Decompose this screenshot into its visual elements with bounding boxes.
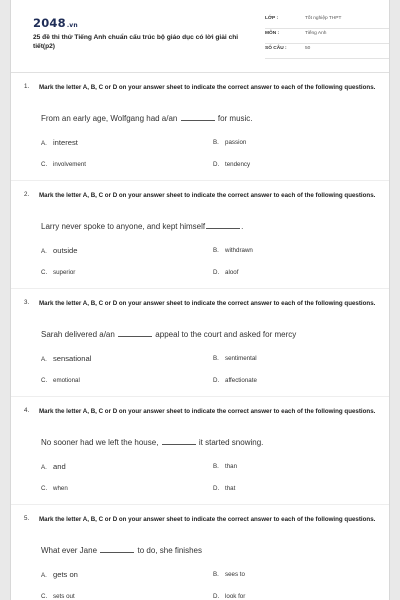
- option-letter: D.: [213, 593, 220, 600]
- question-stem: [41, 546, 202, 555]
- question-stem: [41, 438, 263, 447]
- option-text: tendency: [225, 161, 251, 168]
- option-letter: D.: [213, 269, 220, 276]
- option-letter: A.: [41, 140, 47, 147]
- option-text: when: [53, 485, 68, 492]
- answer-blank: [181, 114, 215, 121]
- option-letter: D.: [213, 377, 220, 384]
- option-letter: C.: [41, 593, 48, 600]
- option-b[interactable]: [213, 139, 246, 146]
- option-a[interactable]: [41, 246, 78, 255]
- option-a[interactable]: [41, 570, 78, 579]
- option-b[interactable]: [213, 247, 253, 254]
- logo-main: 2048: [33, 16, 66, 30]
- stem-after: it started snowing.: [198, 438, 264, 447]
- question-2: [11, 181, 390, 289]
- option-text: superior: [53, 269, 76, 276]
- option-d[interactable]: [213, 593, 245, 600]
- option-text: and: [53, 462, 66, 471]
- option-letter: A.: [41, 356, 47, 363]
- meta-row-class: [265, 14, 390, 29]
- option-c[interactable]: [41, 593, 75, 600]
- option-letter: A.: [41, 464, 47, 471]
- question-5: [11, 505, 390, 600]
- question-number: 5.: [24, 515, 30, 522]
- stem-after: for music.: [217, 114, 253, 123]
- meta-value: Tiếng Anh: [305, 31, 327, 36]
- stem-after: appeal to the court and asked for mercy: [155, 330, 297, 339]
- option-letter: C.: [41, 269, 48, 276]
- question-stem: [41, 330, 296, 339]
- stem-before: Sarah delivered a/an: [41, 330, 115, 339]
- option-text: affectionate: [225, 377, 257, 384]
- meta-value: Tốt nghiệp THPT: [305, 16, 342, 21]
- stem-after: .: [241, 222, 244, 231]
- option-b[interactable]: [213, 355, 257, 362]
- meta-key: LỚP :: [265, 16, 279, 21]
- meta-row-count: [265, 44, 390, 59]
- question-instruction: Mark the letter A, B, C or D on your answer sheet to indicate the correct answer to each of the following questions.: [39, 516, 376, 523]
- page-header: [19, 0, 383, 66]
- answer-blank: [118, 330, 152, 337]
- option-a[interactable]: [41, 462, 66, 471]
- meta-key: MÔN :: [265, 31, 280, 36]
- option-text: sees to: [225, 571, 245, 578]
- question-1: [11, 73, 390, 181]
- question-stem: [41, 222, 243, 231]
- option-letter: A.: [41, 572, 47, 579]
- option-letter: B.: [213, 247, 219, 254]
- option-text: outside: [53, 246, 78, 255]
- stem-before: Larry never spoke to anyone, and kept himself: [41, 222, 206, 231]
- option-text: aloof: [225, 269, 239, 276]
- option-text: withdrawn: [225, 247, 253, 254]
- question-instruction: Mark the letter A, B, C or D on your answer sheet to indicate the correct answer to each of the following questions.: [39, 300, 376, 307]
- meta-key: SỐ CÂU :: [265, 46, 287, 51]
- option-text: interest: [53, 138, 78, 147]
- question-number: 2.: [24, 191, 30, 198]
- option-letter: B.: [213, 139, 219, 146]
- option-c[interactable]: [41, 377, 80, 384]
- option-text: emotional: [53, 377, 80, 384]
- option-letter: C.: [41, 377, 48, 384]
- site-logo[interactable]: [33, 16, 78, 30]
- stem-before: What ever Jane: [41, 546, 98, 555]
- option-letter: C.: [41, 485, 48, 492]
- question-instruction: Mark the letter A, B, C or D on your answer sheet to indicate the correct answer to each of the following questions.: [39, 84, 376, 91]
- question-4: [11, 397, 390, 505]
- option-letter: B.: [213, 571, 219, 578]
- option-a[interactable]: [41, 138, 78, 147]
- answer-blank: [162, 438, 196, 445]
- option-d[interactable]: [213, 161, 250, 168]
- answer-blank: [206, 222, 240, 229]
- option-d[interactable]: [213, 269, 238, 276]
- question-instruction: Mark the letter A, B, C or D on your answer sheet to indicate the correct answer to each of the following questions.: [39, 408, 376, 415]
- question-number: 4.: [24, 407, 30, 414]
- option-d[interactable]: [213, 377, 257, 384]
- option-text: passion: [225, 139, 247, 146]
- question-3: [11, 289, 390, 397]
- stem-before: No sooner had we left the house,: [41, 438, 159, 447]
- option-text: sentimental: [225, 355, 257, 362]
- option-text: look for: [225, 593, 246, 600]
- option-letter: D.: [213, 161, 220, 168]
- option-letter: D.: [213, 485, 220, 492]
- option-a[interactable]: [41, 354, 91, 363]
- option-b[interactable]: [213, 571, 245, 578]
- option-text: sensational: [53, 354, 92, 363]
- option-text: involvement: [53, 161, 87, 168]
- option-text: than: [225, 463, 238, 470]
- exam-title: 25 đề thi thử Tiếng Anh chuẩn cấu trúc bộ giáo dục có lời giải chi tiết(p2): [33, 34, 239, 50]
- option-d[interactable]: [213, 485, 235, 492]
- option-text: sets out: [53, 593, 75, 600]
- exam-meta: [265, 14, 390, 59]
- option-c[interactable]: [41, 485, 68, 492]
- meta-row-subject: [265, 29, 390, 44]
- stem-before: From an early age, Wolfgang had a/an: [41, 114, 178, 123]
- option-letter: B.: [213, 463, 219, 470]
- option-c[interactable]: [41, 161, 86, 168]
- stem-after: to do, she finishes: [137, 546, 202, 555]
- meta-value: 50: [305, 46, 311, 51]
- option-letter: B.: [213, 355, 219, 362]
- option-b[interactable]: [213, 463, 237, 470]
- option-c[interactable]: [41, 269, 75, 276]
- exam-page: [10, 0, 390, 600]
- option-letter: C.: [41, 161, 48, 168]
- logo-suffix: .vn: [66, 22, 78, 29]
- question-number: 1.: [24, 83, 30, 90]
- option-letter: A.: [41, 248, 47, 255]
- question-stem: [41, 114, 253, 123]
- question-number: 3.: [24, 299, 30, 306]
- option-text: gets on: [53, 570, 78, 579]
- answer-blank: [100, 546, 134, 553]
- question-instruction: Mark the letter A, B, C or D on your answer sheet to indicate the correct answer to each of the following questions.: [39, 192, 376, 199]
- option-text: that: [225, 485, 236, 492]
